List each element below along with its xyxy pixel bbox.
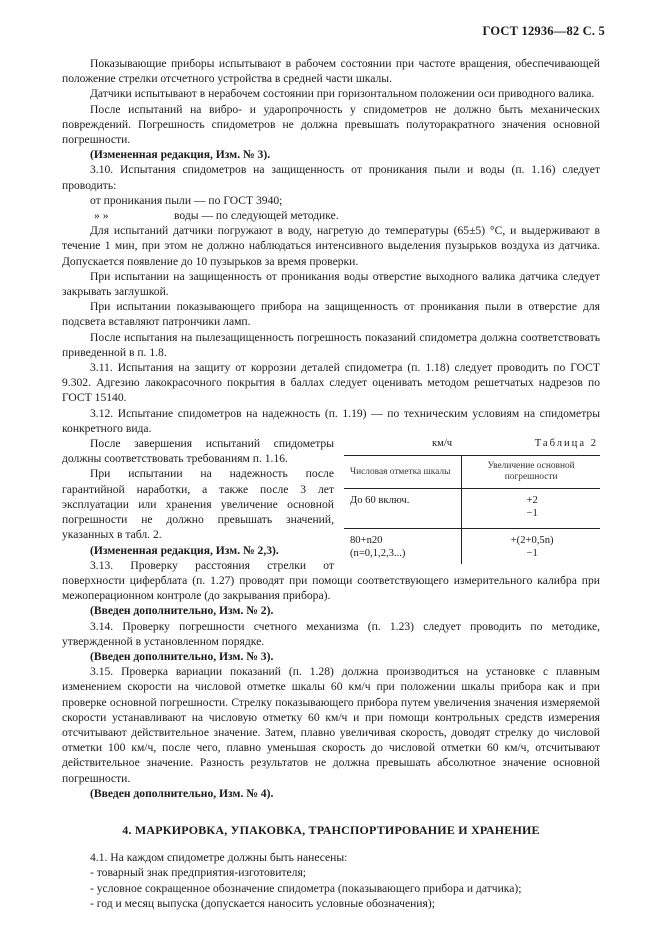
paragraph (62, 208, 600, 223)
cell-line: −1 (526, 548, 538, 560)
list-item: - год и месяц выпуска (допускается наносить условные обозначения); (90, 896, 435, 910)
table-caption: Таблица 2 (534, 438, 598, 450)
amendment-note: (Введен дополнительно, Изм. № 2). (90, 604, 274, 618)
paragraph: 3.11. Испытания на защиту от коррозии деталей спидометра (п. 1.18) следует проводить по ГОСТ 9.302. Адгезию лакокрасочного покрытия в баллах следует оценивать методом решетчатых надрезов по ГОСТ 15140. (62, 361, 600, 405)
table-cell (462, 529, 600, 565)
cell-line: +(2+0,5n) (510, 535, 554, 547)
paragraph: После испытаний на вибро- и ударопрочность у спидометров не должно быть механических повреждений. Погрешность спидометров не должна превышать полуторакратного значения основной погрешности. (62, 102, 600, 147)
document-body (62, 56, 600, 911)
ditto-marks: » » (94, 209, 109, 223)
paragraph: 3.13. Проверку расстояния стрелки от поверхности циферблата (п. 1.27) проводят при помощи соответствующего измерительного калибра при межоперационном контроле (до закрывания прибора). (62, 558, 600, 603)
column-header: Числовая отметка шкалы (344, 456, 462, 489)
paragraph: 4.1. На каждом спидометре должны быть нанесены: (90, 851, 348, 865)
paragraph: После завершения испытаний спидометры должны соответствовать требованиям п. 1.16. (62, 437, 334, 466)
table-unit: км/ч (432, 438, 453, 450)
amendment-note: (Измененная редакция, Изм. № 2,3). (90, 543, 279, 557)
paragraph-text: воды — по следующей методике. (174, 209, 339, 223)
paragraph: При испытании на защищенность от проникания воды отверстие выходного валика датчика следует закрывать заглушкой. (62, 269, 600, 299)
table-cell: До 60 включ. (344, 489, 462, 529)
table-cell (462, 489, 600, 529)
cell-line: +2 (526, 495, 538, 507)
list-item: - условное сокращенное обозначение спидометра (показывающего прибора и датчика); (90, 881, 522, 895)
table-row (344, 489, 600, 529)
amendment-note: (Введен дополнительно, Изм. № 4). (90, 786, 274, 800)
paragraph: Показывающие приборы испытывают в рабочем состоянии при частоте вращения, обеспечивающей положение стрелки отсчетного устройства в средней части шкалы. (62, 57, 600, 86)
table-2 (344, 436, 600, 564)
table-header-row (344, 456, 600, 489)
amendment-note: (Измененная редакция, Изм. № 3). (90, 148, 271, 162)
table-cell (344, 529, 462, 565)
amendment-note: (Введен дополнительно, Изм. № 3). (90, 649, 274, 663)
paragraph: 3.14. Проверку погрешности счетного механизма (п. 1.23) следует проводить по методике, утвержденной в установленном порядке. (62, 619, 600, 648)
cell-line: 80+n20 (350, 535, 383, 547)
paragraph: Датчики испытывают в нерабочем состоянии при горизонтальном положении оси приводного валика. (90, 87, 595, 101)
table (344, 455, 600, 564)
cell-line: (n=0,1,2,3...) (350, 548, 406, 560)
paragraph: После испытания на пылезащищенность погрешность показаний спидометра должна соответствовать приведенной в п. 1.8. (62, 330, 600, 359)
paragraph: 3.15. Проверка вариации показаний (п. 1.28) должна производиться на установке с плавным изменением скорости на числовой отметке шкалы 60 км/ч при положении шкалы прибора как и при проверке основной погрешности. Стрелку показывающего прибора путем увеличения значения измеряемой скорости устанавливают на числовую отметку 60 км/ч и при помощи контрольных средств измерения отсчитывают действительное значение. Затем, плавно увеличивая скорость, доводят стрелку до числовой отметки 100 км/ч, после чего, плавно уменьшая скорость до числовой отметки 60 км/ч, отсчитывают действительное значение. Разность результатов не должна превышать абсолютное значение основной погрешности. (62, 665, 600, 785)
paragraph: 3.10. Испытания спидометров на защищенность от проникания пыли и воды (п. 1.16) следует проводить: (62, 163, 600, 192)
paragraph: При испытании на надежность после гарантийной наработки, а также после 3 лет эксплуатации или хранения увеличение основной погрешности не должно превышать значений, указанных в табл. 2. (62, 467, 334, 542)
paragraph: от проникания пыли — по ГОСТ 3940; (90, 193, 283, 207)
list-item: - товарный знак предприятия-изготовителя; (90, 866, 307, 880)
page-header: ГОСТ 12936—82 С. 5 (482, 24, 605, 38)
marking-list (62, 865, 600, 911)
cell-line: −1 (526, 508, 538, 520)
table-row (344, 529, 600, 565)
paragraph: Для испытаний датчики погружают в воду, нагретую до температуры (65±5) °С, и выдерживают в течение 1 мин, при этом не должно наблюдаться интенсивного выделения пузырьков воздуха из датчика. Допускается появление до 10 пузырьков за время проверки. (62, 224, 600, 268)
column-header: Увеличение основной погрешности (462, 456, 600, 489)
paragraph: 3.12. Испытание спидометров на надежность (п. 1.19) — по техническим условиям на спидометры конкретного вида. (62, 406, 600, 435)
table-caption-row (344, 436, 600, 455)
paragraph: При испытании показывающего прибора на защищенность от проникания пыли в отверстие для подсвета вставляют патрончики ламп. (62, 300, 600, 329)
section-title: 4. МАРКИРОВКА, УПАКОВКА, ТРАНСПОРТИРОВАНИЕ И ХРАНЕНИЕ (122, 822, 540, 837)
table-section (62, 436, 600, 603)
